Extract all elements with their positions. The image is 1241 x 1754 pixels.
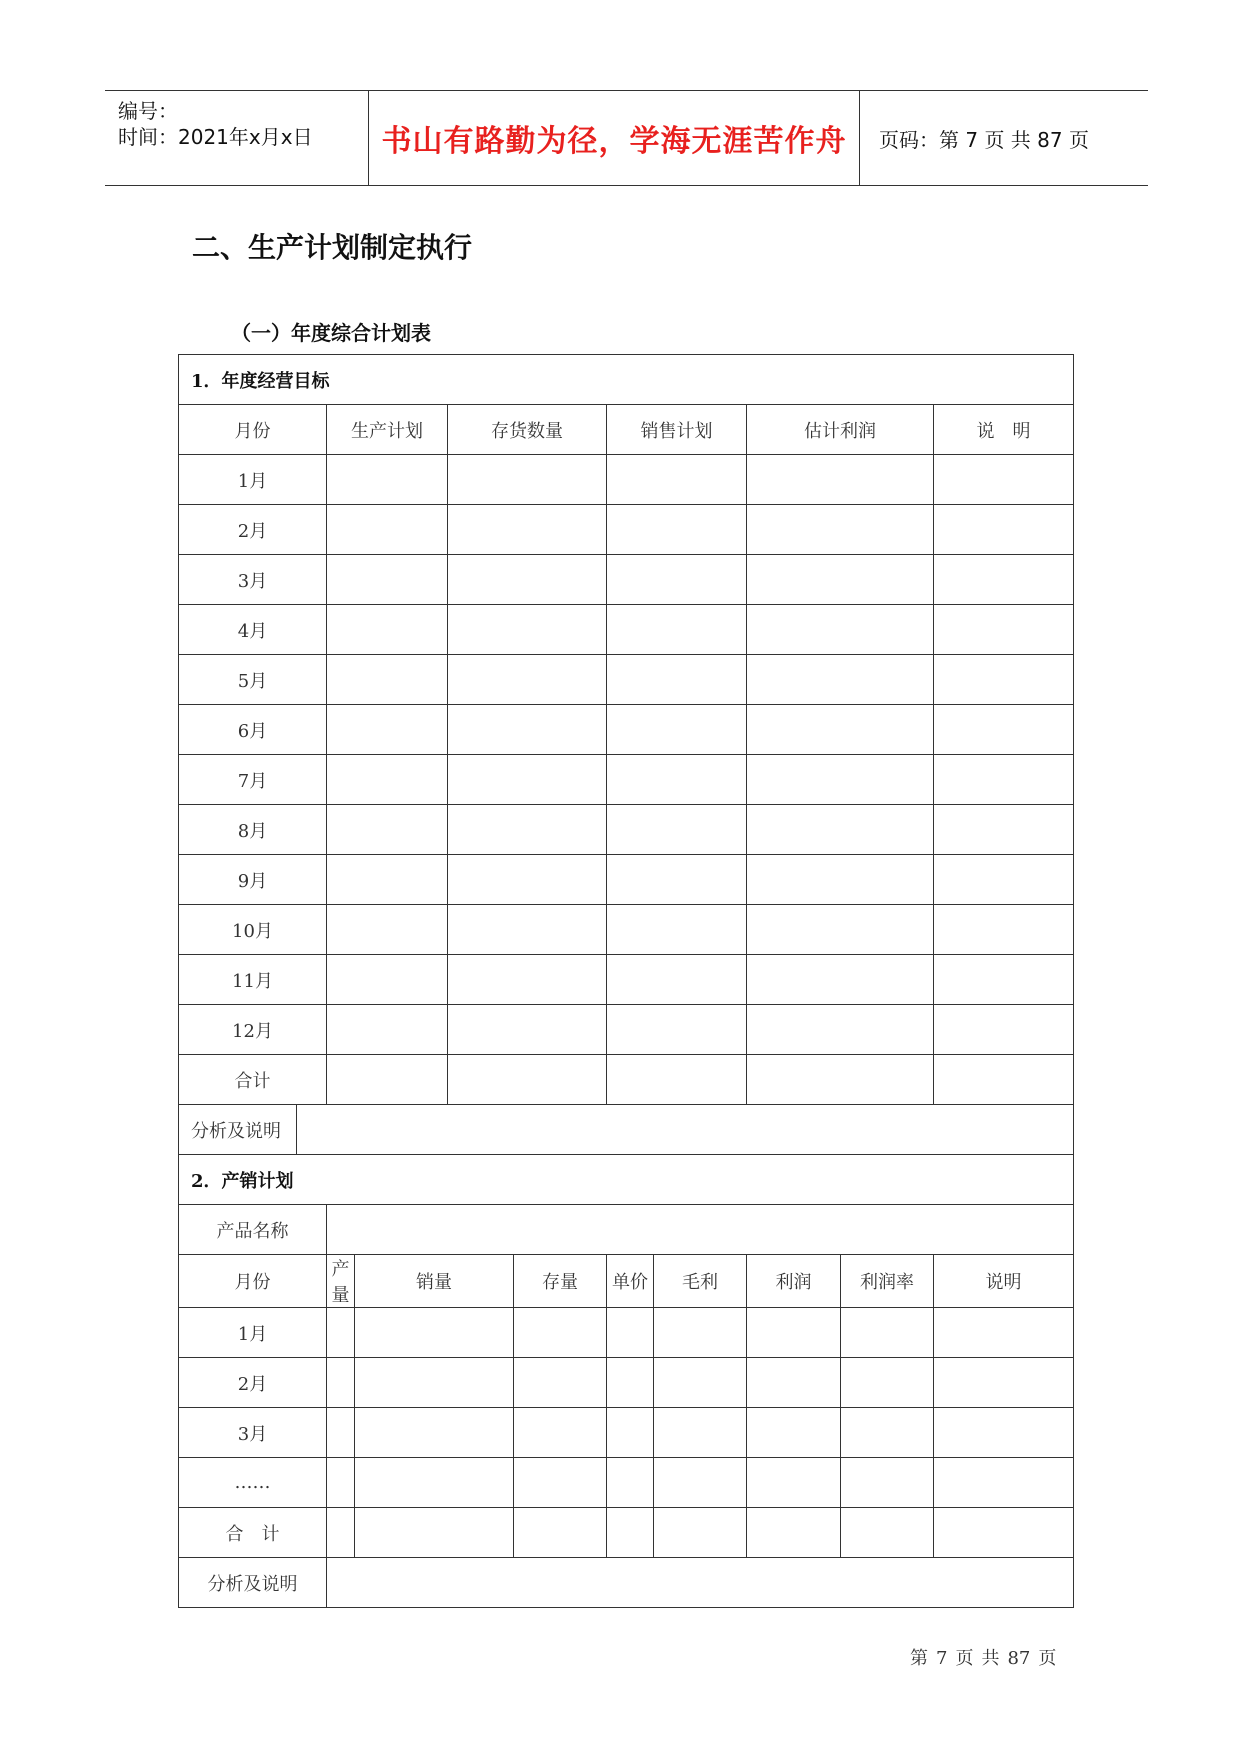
empty-cell <box>607 1005 747 1055</box>
empty-cell <box>934 855 1074 905</box>
empty-cell <box>327 905 448 955</box>
header-motto: 书山有路勤为径，学海无涯苦作舟 <box>369 91 860 185</box>
header-page-code: 页码：第 7 页 共 87 页 <box>879 127 1089 152</box>
table-row <box>179 605 1074 655</box>
part2-header-cell: 利润率 <box>841 1255 934 1308</box>
empty-cell <box>448 755 607 805</box>
empty-cell <box>934 1508 1074 1558</box>
empty-cell <box>327 505 448 555</box>
table-row <box>179 1508 1074 1558</box>
empty-cell <box>327 605 448 655</box>
empty-cell <box>934 755 1074 805</box>
footer-page-prefix: 第 <box>910 1648 928 1669</box>
part2-month-cell: 合 计 <box>179 1508 327 1558</box>
empty-cell <box>747 805 934 855</box>
part2-header-cell: 月份 <box>179 1255 327 1308</box>
part1-month-cell: 2月 <box>179 505 327 555</box>
part2-header-cell: 说明 <box>934 1255 1074 1308</box>
empty-cell <box>448 1055 607 1105</box>
empty-cell <box>841 1508 934 1558</box>
footer-page-mid: 页 <box>955 1648 974 1669</box>
empty-cell <box>448 605 607 655</box>
empty-cell <box>448 905 607 955</box>
empty-cell <box>607 555 747 605</box>
empty-cell <box>934 605 1074 655</box>
table-row <box>179 1558 1074 1608</box>
part1-month-cell: 10月 <box>179 905 327 955</box>
empty-cell <box>607 1055 747 1105</box>
empty-cell <box>327 1358 355 1408</box>
table-row <box>179 905 1074 955</box>
empty-cell <box>355 1458 514 1508</box>
part1-month-cell: 8月 <box>179 805 327 855</box>
empty-cell <box>747 1508 841 1558</box>
empty-cell <box>747 1005 934 1055</box>
empty-cell <box>327 805 448 855</box>
empty-cell <box>841 1408 934 1458</box>
empty-cell <box>448 955 607 1005</box>
empty-cell <box>448 805 607 855</box>
empty-cell <box>607 1358 654 1408</box>
table-row <box>179 955 1074 1005</box>
part1-header-cell: 生产计划 <box>327 405 448 455</box>
table-row <box>179 1005 1074 1055</box>
table-row <box>179 555 1074 605</box>
footer-total-prefix: 共 <box>981 1648 1000 1669</box>
empty-cell <box>327 1055 448 1105</box>
part2-title: 2．产销计划 <box>179 1155 1074 1205</box>
footer-page-num: 7 <box>936 1648 948 1669</box>
part2-header-cell: 产量 <box>327 1255 355 1308</box>
table-row <box>179 1105 1074 1155</box>
empty-cell <box>747 605 934 655</box>
empty-cell <box>514 1308 607 1358</box>
empty-cell <box>327 955 448 1005</box>
empty-cell <box>934 1408 1074 1458</box>
empty-cell <box>747 1055 934 1105</box>
time-label: 时间：2021年x月x日 <box>118 125 313 149</box>
part1-header-cell: 估计利润 <box>747 405 934 455</box>
empty-cell <box>654 1458 747 1508</box>
empty-cell <box>747 555 934 605</box>
empty-cell <box>841 1458 934 1508</box>
part2-header-cell: 销量 <box>355 1255 514 1308</box>
part1-title: 1．年度经营目标 <box>179 355 1074 405</box>
empty-cell <box>654 1508 747 1558</box>
empty-cell <box>934 655 1074 705</box>
empty-cell <box>327 455 448 505</box>
table-row <box>179 1255 1074 1308</box>
part1-header-cell: 销售计划 <box>607 405 747 455</box>
empty-cell <box>327 1458 355 1508</box>
empty-cell <box>607 505 747 555</box>
empty-cell <box>934 1358 1074 1408</box>
empty-cell <box>355 1508 514 1558</box>
empty-cell <box>327 1408 355 1458</box>
table-row <box>179 755 1074 805</box>
part1-month-cell: 5月 <box>179 655 327 705</box>
empty-cell <box>355 1308 514 1358</box>
table-row <box>179 655 1074 705</box>
table-row <box>179 1055 1074 1105</box>
empty-cell <box>934 1055 1074 1105</box>
empty-cell <box>327 705 448 755</box>
empty-cell <box>514 1458 607 1508</box>
empty-cell <box>607 905 747 955</box>
empty-cell <box>327 755 448 805</box>
empty-cell <box>448 505 607 555</box>
empty-cell <box>607 1308 654 1358</box>
empty-cell <box>448 1005 607 1055</box>
table-row <box>179 855 1074 905</box>
empty-cell <box>934 555 1074 605</box>
part1-month-cell: 4月 <box>179 605 327 655</box>
section-title: 二、生产计划制定执行 <box>192 231 473 264</box>
empty-cell <box>934 505 1074 555</box>
empty-cell <box>327 1005 448 1055</box>
table-row <box>179 505 1074 555</box>
part1-analysis-cell <box>297 1105 1074 1155</box>
part1-month-cell: 12月 <box>179 1005 327 1055</box>
part2-month-cell: 3月 <box>179 1408 327 1458</box>
footer-total-suffix: 页 <box>1038 1648 1057 1669</box>
empty-cell <box>747 1358 841 1408</box>
table-row <box>179 1308 1074 1358</box>
empty-cell <box>934 905 1074 955</box>
empty-cell <box>607 705 747 755</box>
empty-cell <box>747 505 934 555</box>
part2-header-cell: 利润 <box>747 1255 841 1308</box>
empty-cell <box>747 1408 841 1458</box>
table-row <box>179 1358 1074 1408</box>
table-row <box>179 1205 1074 1255</box>
part2-month-cell: …… <box>179 1458 327 1508</box>
part2-month-cell: 2月 <box>179 1358 327 1408</box>
header-info-cell <box>105 91 369 185</box>
empty-cell <box>448 705 607 755</box>
empty-cell <box>934 1308 1074 1358</box>
part1-header-cell: 存货数量 <box>448 405 607 455</box>
empty-cell <box>747 1458 841 1508</box>
part2-header-cell: 毛利 <box>654 1255 747 1308</box>
part2-product-cell <box>327 1205 1074 1255</box>
empty-cell <box>327 1508 355 1558</box>
empty-cell <box>934 805 1074 855</box>
part2-month-cell: 1月 <box>179 1308 327 1358</box>
empty-cell <box>607 955 747 1005</box>
empty-cell <box>327 655 448 705</box>
empty-cell <box>747 855 934 905</box>
empty-cell <box>607 605 747 655</box>
empty-cell <box>607 455 747 505</box>
empty-cell <box>607 855 747 905</box>
number-label: 编号： <box>118 99 178 123</box>
empty-cell <box>747 755 934 805</box>
part2-header-cell: 单价 <box>607 1255 654 1308</box>
empty-cell <box>448 455 607 505</box>
part1-month-cell: 11月 <box>179 955 327 1005</box>
part2-analysis-label: 分析及说明 <box>179 1558 327 1608</box>
empty-cell <box>355 1358 514 1408</box>
empty-cell <box>747 955 934 1005</box>
empty-cell <box>747 705 934 755</box>
empty-cell <box>841 1308 934 1358</box>
part1-month-cell: 6月 <box>179 705 327 755</box>
empty-cell <box>327 1308 355 1358</box>
empty-cell <box>841 1358 934 1408</box>
annual-plan-table <box>178 354 1074 1608</box>
empty-cell <box>607 1508 654 1558</box>
table-row <box>179 1458 1074 1508</box>
part1-month-cell: 9月 <box>179 855 327 905</box>
empty-cell <box>934 705 1074 755</box>
part1-analysis-label: 分析及说明 <box>179 1105 297 1155</box>
empty-cell <box>448 655 607 705</box>
table-row <box>179 1155 1074 1205</box>
part2-header-cell: 存量 <box>514 1255 607 1308</box>
empty-cell <box>934 955 1074 1005</box>
table-row <box>179 705 1074 755</box>
part2-analysis-cell <box>327 1558 1074 1608</box>
empty-cell <box>327 855 448 905</box>
empty-cell <box>355 1408 514 1458</box>
empty-cell <box>514 1408 607 1458</box>
table-row <box>179 405 1074 455</box>
empty-cell <box>327 555 448 605</box>
table-row <box>179 805 1074 855</box>
empty-cell <box>448 855 607 905</box>
page-header <box>105 90 1148 186</box>
subsection-title: （一）年度综合计划表 <box>231 321 431 345</box>
part2-product-label: 产品名称 <box>179 1205 327 1255</box>
part1-header-cell: 月份 <box>179 405 327 455</box>
part1-month-cell: 7月 <box>179 755 327 805</box>
table-row <box>179 355 1074 405</box>
empty-cell <box>607 1458 654 1508</box>
empty-cell <box>514 1508 607 1558</box>
empty-cell <box>934 1005 1074 1055</box>
empty-cell <box>747 455 934 505</box>
empty-cell <box>607 1408 654 1458</box>
empty-cell <box>607 755 747 805</box>
part1-month-cell: 1月 <box>179 455 327 505</box>
empty-cell <box>607 655 747 705</box>
empty-cell <box>934 455 1074 505</box>
empty-cell <box>607 805 747 855</box>
table-row <box>179 1408 1074 1458</box>
empty-cell <box>448 555 607 605</box>
empty-cell <box>654 1308 747 1358</box>
part1-header-cell: 说 明 <box>934 405 1074 455</box>
empty-cell <box>654 1408 747 1458</box>
footer-total-num: 87 <box>1007 1648 1031 1669</box>
part1-month-cell: 合计 <box>179 1055 327 1105</box>
empty-cell <box>514 1358 607 1408</box>
part1-month-cell: 3月 <box>179 555 327 605</box>
empty-cell <box>934 1458 1074 1508</box>
page-footer <box>910 1644 1064 1670</box>
empty-cell <box>747 655 934 705</box>
empty-cell <box>654 1358 747 1408</box>
empty-cell <box>747 1308 841 1358</box>
empty-cell <box>747 905 934 955</box>
table-row <box>179 455 1074 505</box>
